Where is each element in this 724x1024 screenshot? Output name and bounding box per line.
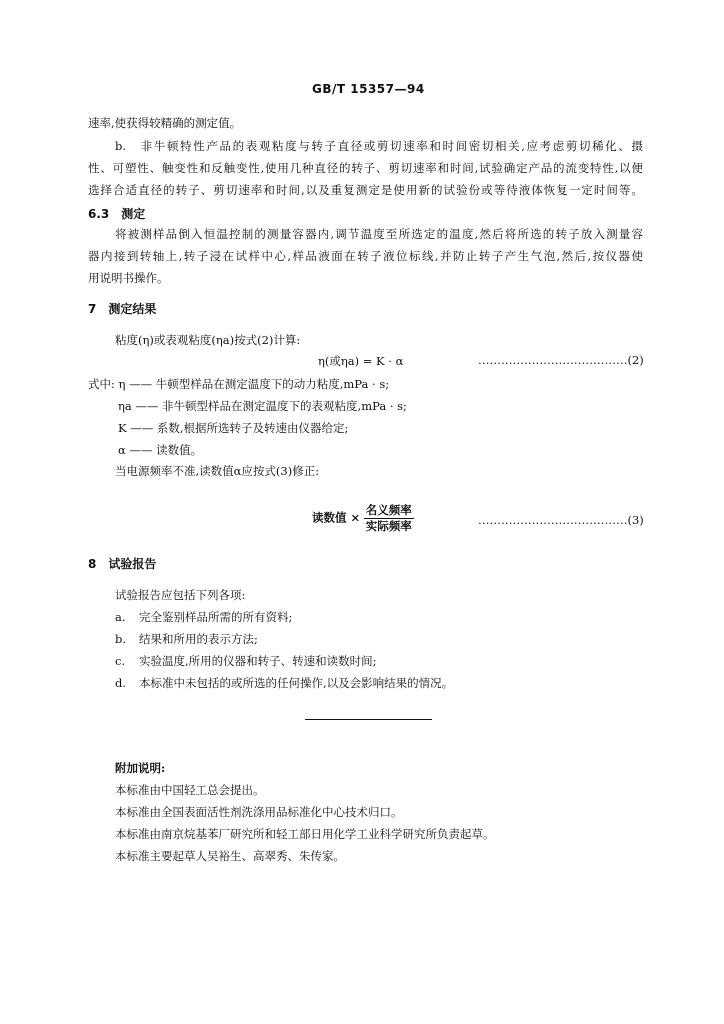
list-text: 完全鉴别样品所需的所有资料;: [139, 610, 293, 624]
formula-3-fraction: [364, 504, 414, 533]
sec8-intro: 试验报告应包括下列各项:: [115, 588, 246, 602]
notes-line-1: 本标准由中国轻工总会提出。: [115, 783, 265, 797]
notes-line-3: 本标准由南京烷基苯厂研究所和轻工部日用化学工业科学研究所负责起草。: [115, 827, 495, 841]
where-line-2: ηa —— 非牛顿型样品在测定温度下的表观粘度,mPa · s;: [118, 399, 407, 413]
section-8-title: 8 试验报告: [88, 557, 157, 571]
formula-2: η(或ηa) = K · α: [318, 354, 404, 368]
formula-2-number: …………………………………(2): [478, 353, 644, 367]
sec63-line-3: 用说明书操作。: [88, 271, 169, 285]
formula-3-number: …………………………………(3): [478, 513, 644, 527]
list-item: [115, 609, 292, 625]
section-6-3-title: 6.3 测定: [88, 207, 146, 221]
list-text: 本标准中未包括的或所选的任何操作,以及会影响结果的情况。: [139, 676, 454, 690]
formula-3: [312, 504, 414, 533]
list-text: 实验温度,所用的仪器和转子、转速和读数时间;: [139, 654, 377, 668]
end-divider: [305, 719, 432, 720]
list-item: [115, 675, 453, 691]
section-7-title: 7 测定结果: [88, 302, 157, 316]
list-marker: c.: [115, 654, 126, 668]
formula-3-numerator: 名义频率: [365, 503, 412, 517]
list-marker: b.: [115, 632, 127, 646]
formula-3-left: 读数值 ×: [312, 510, 361, 525]
list-item: [115, 631, 258, 647]
para-b-line-2: 性、可塑性、触变性和反触变性,使用几种直径的转子、剪切速率和时间,试验确定产品的流变特性,以便: [88, 161, 643, 175]
standard-code-header: GB/T 15357—94: [312, 82, 425, 96]
correction-intro: 当电源频率不准,读数值α应按式(3)修正:: [115, 464, 320, 478]
list-item: [115, 653, 377, 669]
notes-line-2: 本标准由全国表面活性剂洗涤用品标准化中心技术归口。: [115, 805, 403, 819]
list-marker: a.: [115, 610, 126, 624]
sec63-line-1: 将被测样品倒入恒温控制的测量容器内,调节温度至所选定的温度,然后将所选的转子放入测量容: [115, 227, 643, 241]
para-b-line-1: b. 非牛顿特性产品的表观粘度与转子直径或剪切速率和时间密切相关,应考虑剪切稀化、摄: [115, 139, 643, 153]
where-line-1: 式中: η —— 牛顿型样品在测定温度下的动力粘度,mPa · s;: [88, 377, 390, 391]
sec63-line-2: 器内接到转轴上,转子浸在试样中心,样品液面在转子液位标线,并防止转子产生气泡,然后,按仪器使: [88, 249, 643, 263]
where-line-3: K —— 系数,根据所选转子及转速由仪器给定;: [118, 421, 349, 435]
formula-3-denominator: 实际频率: [365, 519, 412, 533]
notes-line-4: 本标准主要起草人吴裕生、高翠秀、朱传家。: [115, 849, 345, 863]
para-b-line-3: 选择合适直径的转子、剪切速率和时间,以及重复测定是使用新的试验份或等待液体恢复一定时间等。: [88, 183, 643, 197]
sec7-intro: 粘度(η)或表观粘度(ηa)按式(2)计算:: [115, 333, 301, 347]
list-text: 结果和所用的表示方法;: [139, 632, 258, 646]
list-marker: d.: [115, 676, 127, 690]
continuation-line: 速率,使获得较精确的测定值。: [88, 116, 242, 130]
notes-title: 附加说明:: [115, 761, 166, 775]
where-line-4: α —— 读数值。: [118, 443, 203, 457]
